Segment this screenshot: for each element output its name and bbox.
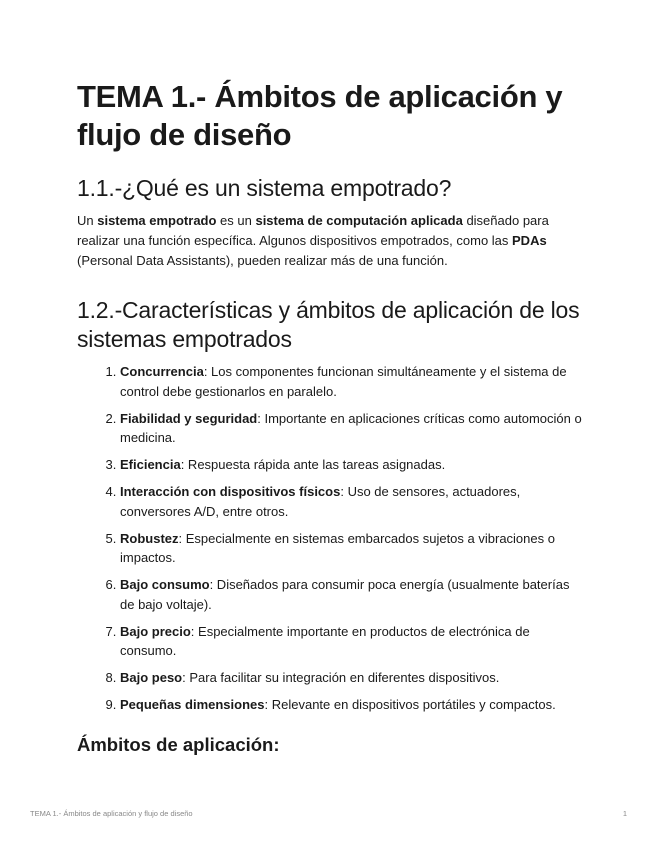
list-item xyxy=(120,362,582,401)
text-segment: diseñado para realizar una función específica. Algunos dispositivos empotrados, como las xyxy=(77,213,549,248)
item-description: : Respuesta rápida ante las tareas asignadas. xyxy=(180,457,446,472)
document-title: TEMA 1.- Ámbitos de aplicación y flujo de diseño xyxy=(77,79,563,152)
item-term: Robustez xyxy=(120,530,179,546)
bold-term: sistema de computación aplicada xyxy=(255,213,463,228)
bold-term: PDAs xyxy=(512,233,547,248)
document-page xyxy=(77,78,582,757)
bold-term: sistema empotrado xyxy=(97,213,217,228)
item-term: Eficiencia xyxy=(120,457,181,472)
list-item xyxy=(120,455,582,475)
item-term: Bajo consumo xyxy=(120,577,210,592)
list-item xyxy=(120,482,582,521)
item-description: : Importante en aplicaciones críticas como automoción o medicina. xyxy=(120,410,582,445)
list-item xyxy=(120,575,582,614)
subheading-ambitos: Ámbitos de aplicación: xyxy=(77,733,280,755)
item-description: : Especialmente importante en productos de electrónica de consumo. xyxy=(120,623,530,658)
item-term: Interacción con dispositivos físicos xyxy=(120,484,341,499)
text-segment: es un xyxy=(216,213,256,228)
section-heading-1-1: 1.1.-¿Qué es un sistema empotrado? xyxy=(77,175,452,201)
list-item xyxy=(120,695,582,715)
item-term: Bajo peso xyxy=(120,670,183,685)
item-description: : Para facilitar su integración en diferentes dispositivos. xyxy=(182,670,500,685)
characteristics-list xyxy=(77,362,582,715)
footer-title: TEMA 1.- Ámbitos de aplicación y flujo de diseño xyxy=(30,809,193,818)
item-term: Fiabilidad y seguridad xyxy=(120,410,258,426)
list-item xyxy=(120,409,582,448)
text-segment: (Personal Data Assistants), pueden realizar más de una función. xyxy=(77,253,448,268)
section-1-1-paragraph xyxy=(77,211,582,271)
list-item xyxy=(120,668,582,688)
item-term: Bajo precio xyxy=(120,623,191,639)
page-number: 1 xyxy=(622,809,627,818)
page-footer xyxy=(30,809,627,818)
item-description: : Relevante en dispositivos portátiles y compactos. xyxy=(264,697,556,712)
item-term: Concurrencia xyxy=(120,364,204,379)
text-segment: Un xyxy=(77,213,98,228)
item-description: : Especialmente en sistemas embarcados sujetos a vibraciones o impactos. xyxy=(120,530,555,565)
section-heading-1-2: 1.2.-Características y ámbitos de aplicación de los sistemas empotrados xyxy=(77,297,580,352)
item-description: : Diseñados para consumir poca energía (usualmente baterías de bajo voltaje). xyxy=(120,577,570,612)
item-description: : Los componentes funcionan simultáneamente y el sistema de control debe gestionarlos en paralelo. xyxy=(120,364,567,399)
item-term: Pequeñas dimensiones xyxy=(120,697,265,712)
item-description: : Uso de sensores, actuadores, conversores A/D, entre otros. xyxy=(120,484,521,519)
list-item xyxy=(120,622,582,661)
list-item xyxy=(120,529,582,568)
